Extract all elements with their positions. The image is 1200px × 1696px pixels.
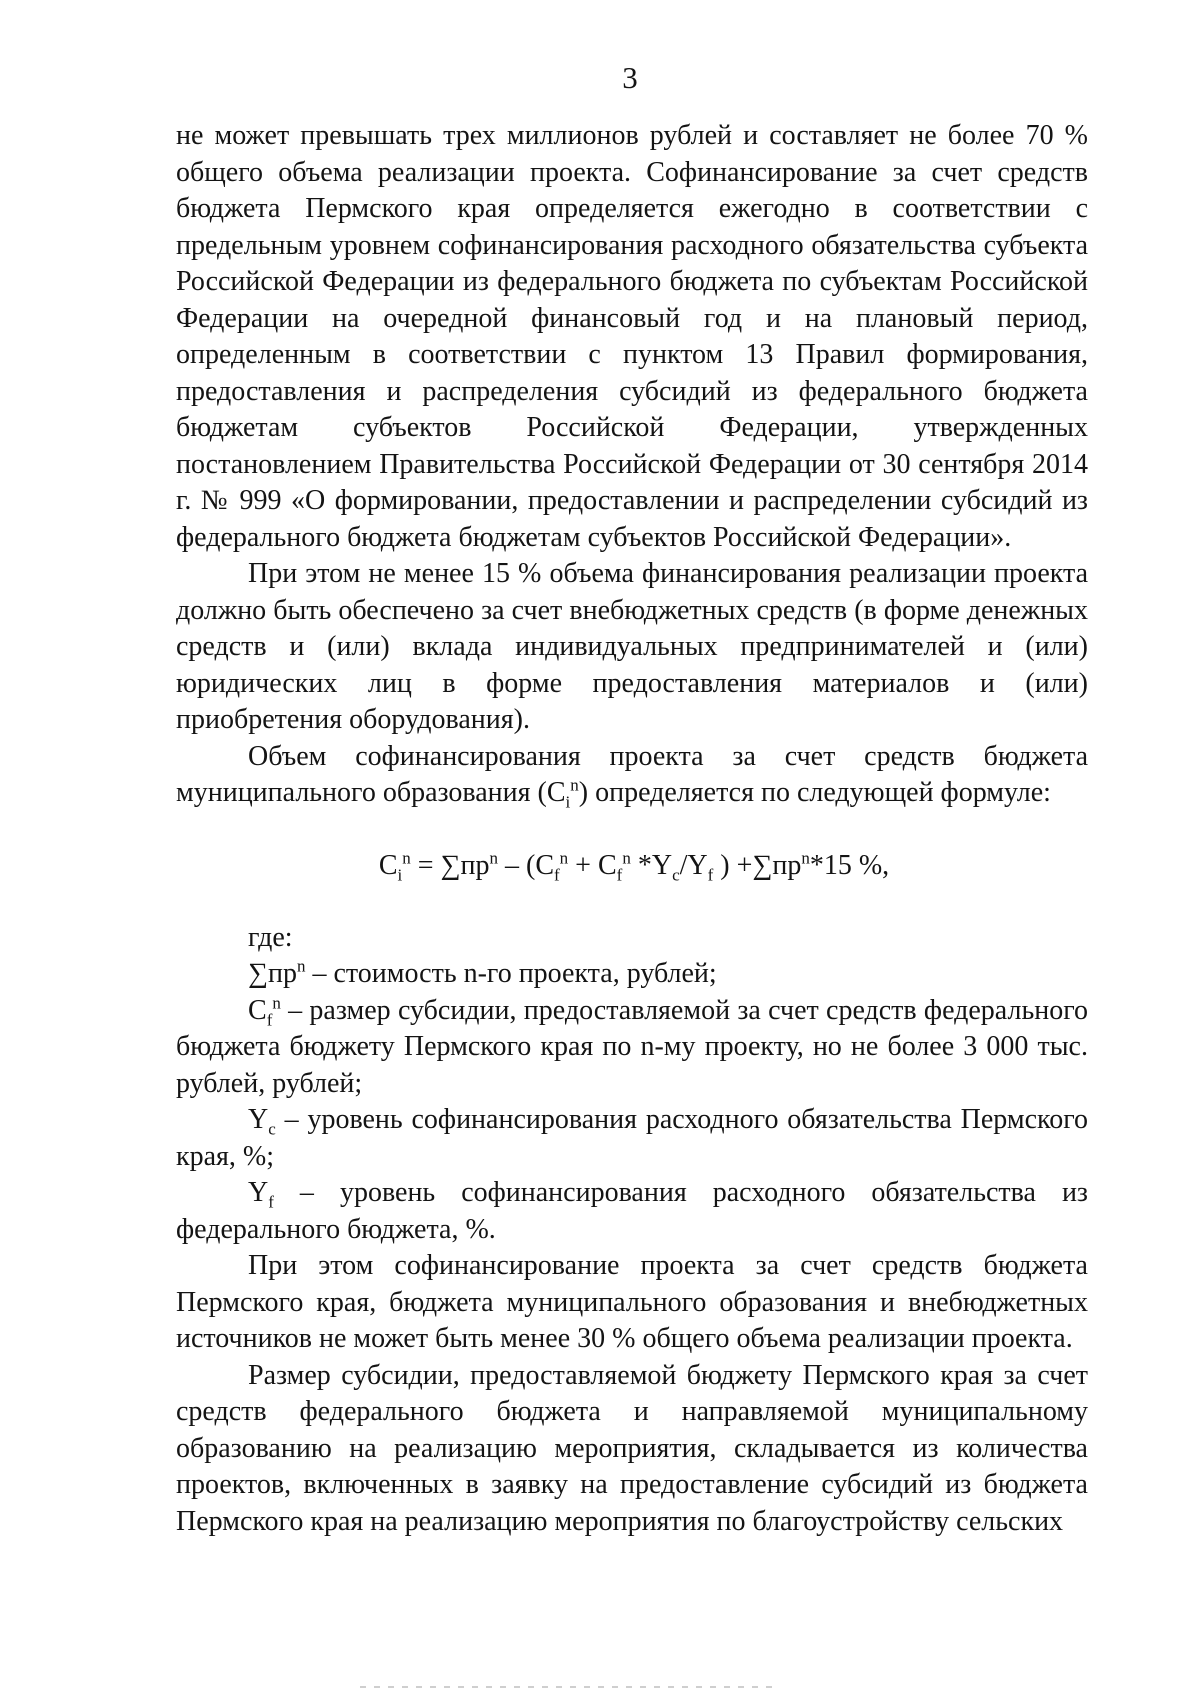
paragraph-municipal-cofinancing [176, 739, 1088, 812]
formula-yf-sub: f [707, 865, 714, 885]
d1-symbol: ∑пр [248, 958, 297, 989]
d1-text: – стоимость n-го проекта, рублей; [305, 958, 717, 989]
paragraph-extrabudgetary: При этом не менее 15 % объема финансирования реализации проекта должно быть обеспечено за счет внебюджетных средств (в форме денежных средств и (или) вклада индивидуальных предпринимателей и (или) юридических лиц в форме предоставления материалов и (или) приобретения оборудования). [176, 558, 1088, 735]
formula-minus-open: – ( [497, 849, 536, 881]
formula-cf-2: C [597, 849, 617, 881]
d4-text: – уровень софинансирования расходного обязательства из федерального бюджета, %. [176, 1177, 1088, 1245]
where-label: где: [248, 921, 293, 953]
paragraph-minimum-cofinancing: При этом софинансирование проекта за счет средств бюджета Пермского края, бюджета муниципального образования и внебюджетных источников не может быть менее 30 % общего объема реализации проекта. [176, 1250, 1088, 1354]
formula-slash-y: /Y [679, 849, 708, 881]
formula-eq: = [410, 849, 441, 881]
definition-yc [176, 1102, 1088, 1175]
formula [176, 848, 1088, 884]
formula-c: C [378, 849, 398, 881]
scan-artifact [360, 1686, 780, 1688]
formula-cf-1-sub: f [554, 865, 560, 885]
formula-plus: + [568, 849, 598, 881]
d4-sub: f [268, 1192, 274, 1212]
d3-text: – уровень софинансирования расходного обязательства Пермского края, %; [176, 1104, 1088, 1172]
definition-federal-subsidy [176, 993, 1088, 1103]
formula-cf-2-sub: f [616, 865, 623, 885]
definition-project-cost [176, 956, 1088, 993]
paragraph-continuation: не может превышать трех миллионов рублей и составляет не более 70 % общего объема реализации проекта. Софинансирование за счет средств бюджета Пермского края определяется ежегодно в соответствии с предельным уровнем софинансирования расходного обязательства субъекта Российской Федерации из федерального бюджета по субъектам Российской Федерации на очередной финансовый год и на плановый период, определенным в соответствии с пунктом 13 Правил формирования, предоставления и распределения субсидий из федерального бюджета бюджетам субъектов Российской Федерации, утвержденных постановлением Правительства Российской Федерации от 30 сентября 2014 г. № 999 «О формировании, предоставлении и распределении субсидий из федерального бюджета бюджетам субъектов Российской Федерации». [176, 120, 1088, 553]
document-body [176, 118, 1088, 1540]
d1-sup: n [296, 956, 306, 976]
formula-cf-1-sup: n [559, 848, 569, 868]
formula-c-sub-i: i [397, 865, 403, 885]
p3-text-before: Объем софинансирования проекта за счет средств бюджета муниципального образования (C [176, 740, 1088, 808]
definition-yf [176, 1175, 1088, 1248]
formula-cf-2-sup: n [622, 848, 631, 868]
formula-sum-2-sup: n [801, 848, 810, 868]
formula-sum-1: ∑пр [440, 849, 490, 881]
d3-symbol: Y [248, 1104, 269, 1135]
formula-sum-1-sup: n [489, 848, 498, 868]
page-number: 3 [622, 60, 638, 95]
formula-sum-2: ∑пр [752, 849, 802, 881]
p3-sub-i: i [565, 792, 571, 812]
d2-sub: f [266, 1010, 273, 1030]
formula-c-sup-n: n [402, 848, 411, 868]
d2-sup: n [272, 993, 281, 1013]
formula-tail: *15 %, [809, 849, 890, 881]
d2-symbol: C [248, 994, 267, 1026]
formula-close-plus: ) + [713, 849, 753, 881]
paragraph-subsidy-size: Размер субсидии, предоставляемой бюджету Пермского края за счет средств федерального бюджета и направляемой муниципальному образованию на реализацию мероприятия, складывается из количества проектов, включенных в заявку на предоставление субсидий из бюджета Пермского края на реализацию мероприятия по благоустройству сельских [176, 1359, 1088, 1537]
p3-sup-n: n [570, 775, 579, 795]
d4-symbol: Y [248, 1177, 269, 1208]
d2-text: – размер субсидии, предоставляемой за счет средств федерального бюджета бюджету Пермского края по n-му проекту, но не более 3 000 тыс. рублей, рублей; [176, 994, 1088, 1099]
d3-sub: c [268, 1119, 276, 1139]
formula-times-y: *Y [630, 849, 673, 881]
p3-text-after: ) определяется по следующей формуле: [578, 777, 1051, 808]
formula-yc-sub: c [672, 865, 680, 885]
formula-cf-1: C [535, 849, 554, 881]
